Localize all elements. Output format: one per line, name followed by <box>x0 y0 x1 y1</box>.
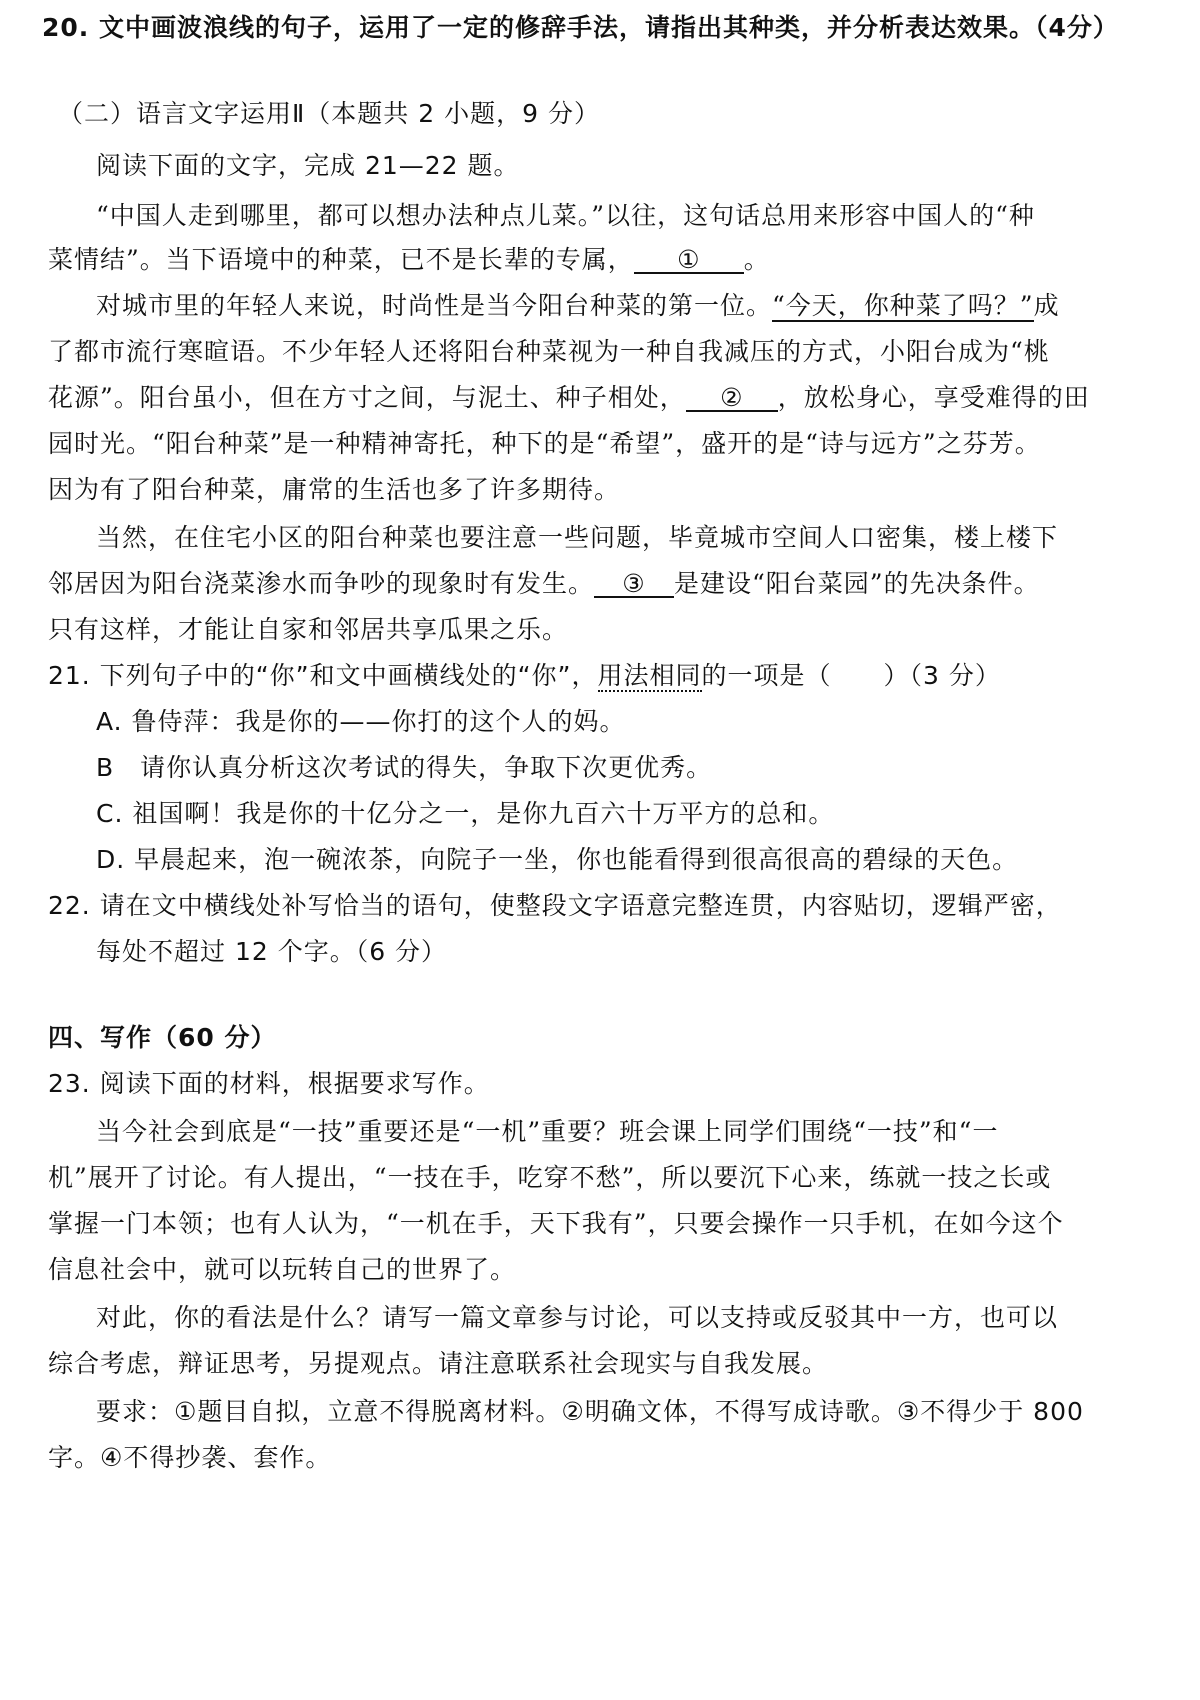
question-21-stem-pre: 21. 下列句子中的“你”和文中画横线处的“你”， <box>48 661 598 690</box>
material-line1: 当今社会到底是“一技”重要还是“一机”重要？班会课上同学们围绕“一技”和“一 <box>96 1117 999 1146</box>
section-2-instruction: 阅读下面的文字，完成 21—22 题。 <box>96 151 520 180</box>
blank-2: ② <box>686 385 778 412</box>
passage-p3-line2-pre: 邻居因为阳台浇菜渗水而争吵的现象时有发生。 <box>48 569 595 598</box>
question-21-stem <box>48 656 1200 692</box>
requirements-line1: 要求：①题目自拟，立意不得脱离材料。②明确文体，不得写成诗歌。③不得少于 800 <box>96 1397 1084 1426</box>
task-line1: 对此，你的看法是什么？请写一篇文章参与讨论，可以支持或反驳其中一方，也可以 <box>96 1303 1059 1332</box>
passage-p3-line2 <box>48 564 1200 600</box>
passage-p2-line5: 因为有了阳台种菜，庸常的生活也多了许多期待。 <box>48 475 621 504</box>
option-b: B 请你认真分析这次考试的得失，争取下次更优秀。 <box>96 753 713 782</box>
material-line3: 掌握一门本领；也有人认为，“一机在手，天下我有”，只要会操作一只手机，在如今这个 <box>48 1209 1064 1238</box>
underlined-sentence: “今天，你种菜了吗？” <box>772 291 1034 320</box>
passage-p2-line1-post: 成 <box>1033 291 1060 320</box>
material-line4: 信息社会中，就可以玩转自己的世界了。 <box>48 1255 517 1284</box>
section-2-heading: （二）语言文字运用Ⅱ（本题共 2 小题，9 分） <box>58 99 600 128</box>
task-line2: 综合考虑，辩证思考，另提观点。请注意联系社会现实与自我发展。 <box>48 1349 829 1378</box>
question-21-dotted-words: 用法相同 <box>597 661 702 690</box>
passage-p2-line1 <box>96 286 1200 322</box>
question-22-line1: 22. 请在文中横线处补写恰当的语句，使整段文字语意完整连贯，内容贴切，逻辑严密， <box>48 891 1062 920</box>
material-line2: 机”展开了讨论。有人提出，“一技在手，吃穿不愁”，所以要沉下心来，练就一技之长或 <box>48 1163 1052 1192</box>
passage-p2-line2: 了都市流行寒暄语。不少年轻人还将阳台种菜视为一种自我减压的方式，小阳台成为“桃 <box>48 337 1050 366</box>
question-21-stem-post: 的一项是（ ）（3 分） <box>701 661 1001 690</box>
passage-p1-line2-post: 。 <box>743 245 770 274</box>
passage-p2-line1-pre: 对城市里的年轻人来说，时尚性是当今阳台种菜的第一位。 <box>96 291 773 320</box>
passage-p1-line1: “中国人走到哪里，都可以想办法种点儿菜。”以往，这句话总用来形容中国人的“种 <box>96 201 1035 230</box>
option-d: D. 早晨起来，泡一碗浓茶，向院子一坐，你也能看得到很高很高的碧绿的天色。 <box>96 845 1019 874</box>
passage-p2-line3-pre: 花源”。阳台虽小，但在方寸之间，与泥土、种子相处， <box>48 383 686 412</box>
question-23: 23. 阅读下面的材料，根据要求写作。 <box>48 1069 490 1098</box>
requirements-line2: 字。④不得抄袭、套作。 <box>48 1443 332 1472</box>
passage-p1-line2 <box>48 240 1200 276</box>
passage-p2-line3 <box>48 378 1200 414</box>
option-c: C. 祖国啊！我是你的十亿分之一，是你九百六十万平方的总和。 <box>96 799 835 828</box>
passage-p3-line2-post: 是建设“阳台菜园”的先决条件。 <box>674 569 1040 598</box>
blank-1: ① <box>634 247 744 274</box>
passage-p1-line2-pre: 菜情结”。当下语境中的种菜，已不是长辈的专属， <box>48 245 634 274</box>
blank-3: ③ <box>594 571 674 598</box>
passage-p3-line3: 只有这样，才能让自家和邻居共享瓜果之乐。 <box>48 615 569 644</box>
question-22-line2: 每处不超过 12 个字。（6 分） <box>96 937 448 966</box>
passage-p2-line3-post: ，放松身心，享受难得的田 <box>777 383 1090 412</box>
part-4-heading: 四、写作（60 分） <box>48 1023 277 1052</box>
passage-p2-line4: 园时光。“阳台种菜”是一种精神寄托，种下的是“希望”，盛开的是“诗与远方”之芬芳。 <box>48 429 1041 458</box>
question-20: 20. 文中画波浪线的句子，运用了一定的修辞手法，请指出其种类，并分析表达效果。（4分） <box>42 13 1119 42</box>
option-a: A. 鲁侍萍：我是你的——你打的这个人的妈。 <box>96 707 626 736</box>
passage-p3-line1: 当然，在住宅小区的阳台种菜也要注意一些问题，毕竟城市空间人口密集，楼上楼下 <box>96 523 1059 552</box>
